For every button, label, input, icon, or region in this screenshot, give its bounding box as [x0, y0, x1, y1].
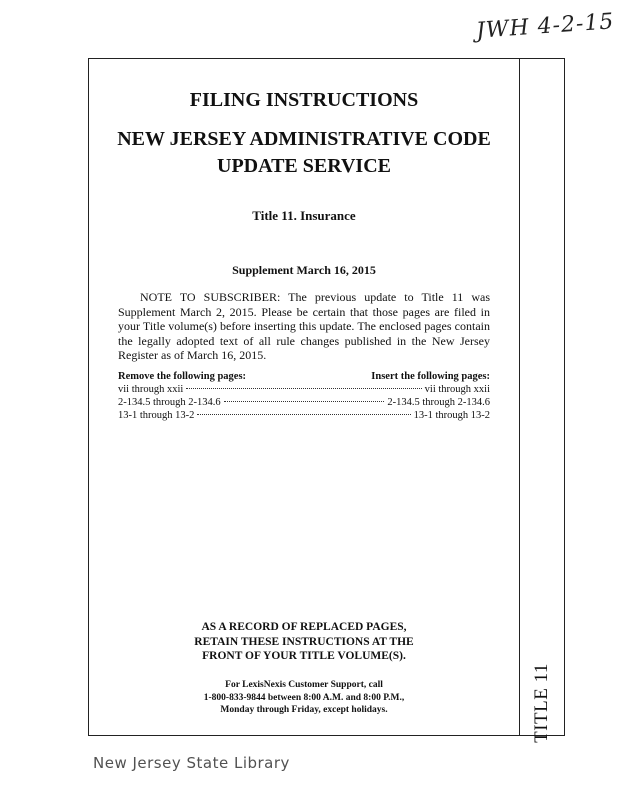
subtitle — [98, 126, 510, 180]
record-line-3: FRONT OF YOUR TITLE VOLUME(S). — [202, 650, 406, 662]
title-number: Title 11. Insurance — [252, 208, 356, 223]
dot-leader — [186, 388, 421, 389]
subtitle-line-2: UPDATE SERVICE — [217, 155, 391, 177]
page-replacement-table — [118, 370, 490, 422]
remove-pages: 13-1 through 13-2 — [118, 410, 195, 421]
supplement-date: Supplement March 16, 2015 — [232, 263, 376, 277]
insert-pages: vii through xxii — [424, 384, 490, 395]
dot-leader — [224, 401, 385, 402]
remove-header: Remove the following pages: — [118, 371, 247, 382]
support-line-3: Monday through Friday, except holidays. — [220, 705, 388, 715]
remove-pages: vii through xxii — [118, 384, 184, 395]
subtitle-line-1: NEW JERSEY ADMINISTRATIVE CODE — [117, 128, 491, 150]
spine-label: TITLE 11 — [531, 663, 552, 743]
library-stamp: New Jersey State Library — [93, 754, 290, 772]
insert-header: Insert the following pages: — [371, 371, 490, 382]
table-header — [118, 370, 490, 383]
remove-pages: 2-134.5 through 2-134.6 — [118, 397, 221, 408]
customer-support — [118, 679, 490, 717]
support-line-2: 1-800-833-9844 between 8:00 A.M. and 8:00 P.M., — [203, 692, 405, 703]
insert-pages: 2-134.5 through 2-134.6 — [387, 397, 490, 408]
dot-leader — [197, 414, 410, 415]
note-to-subscriber: NOTE TO SUBSCRIBER: The previous update to Title 11 was Supplement March 2, 2015. Please be certain that those pages are filed in your Title volume(s) before inserting this update. The enclosed pages contain the legally adopted text of all rule changes published in the New Jersey Register as of March 16, 2015. — [118, 290, 490, 362]
table-row — [118, 409, 490, 422]
insert-pages: 13-1 through 13-2 — [413, 410, 490, 421]
page-title: FILING INSTRUCTIONS — [189, 89, 419, 111]
table-row — [118, 383, 490, 396]
handwritten-initials-date: JWH 4-2-15 — [475, 9, 616, 44]
record-instructions — [118, 620, 490, 664]
table-row — [118, 396, 490, 409]
support-line-1: For LexisNexis Customer Support, call — [225, 680, 383, 690]
record-line-1: AS A RECORD OF REPLACED PAGES, — [201, 621, 407, 633]
spine-tab — [519, 58, 565, 743]
record-line-2: RETAIN THESE INSTRUCTIONS AT THE — [194, 635, 414, 648]
